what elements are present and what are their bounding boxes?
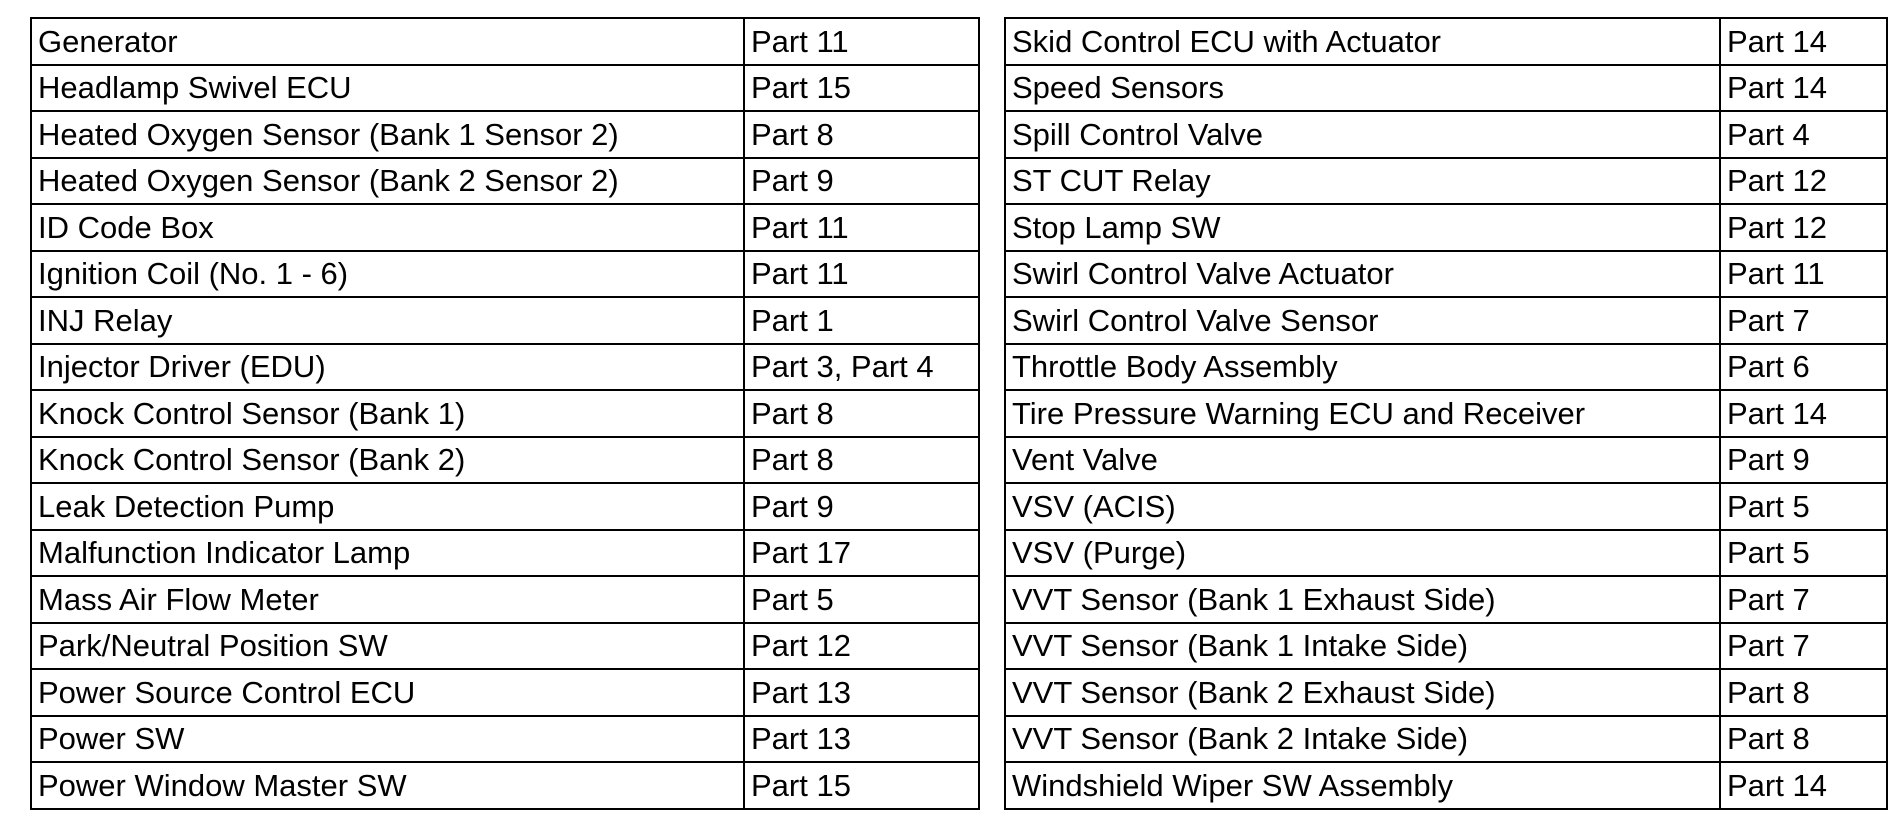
- left-part-cell: Part 12: [744, 623, 979, 670]
- table-row: [31, 251, 1887, 298]
- table-row: [31, 716, 1887, 763]
- column-gap: [979, 390, 1005, 437]
- right-part-cell: Part 14: [1720, 65, 1887, 112]
- column-gap: [979, 669, 1005, 716]
- left-component-cell: Knock Control Sensor (Bank 2): [31, 437, 744, 484]
- left-component-cell: Mass Air Flow Meter: [31, 576, 744, 623]
- column-gap: [979, 437, 1005, 484]
- right-component-cell: VVT Sensor (Bank 2 Exhaust Side): [1005, 669, 1720, 716]
- table-row: [31, 623, 1887, 670]
- left-part-cell: Part 8: [744, 111, 979, 158]
- right-part-cell: Part 7: [1720, 623, 1887, 670]
- right-part-cell: Part 7: [1720, 576, 1887, 623]
- table-body: [31, 18, 1887, 809]
- left-component-cell: Park/Neutral Position SW: [31, 623, 744, 670]
- left-component-cell: Power Source Control ECU: [31, 669, 744, 716]
- table-row: [31, 483, 1887, 530]
- table-row: [31, 762, 1887, 809]
- right-part-cell: Part 14: [1720, 390, 1887, 437]
- left-part-cell: Part 15: [744, 65, 979, 112]
- left-part-cell: Part 8: [744, 390, 979, 437]
- right-part-cell: Part 14: [1720, 18, 1887, 65]
- left-part-cell: Part 8: [744, 437, 979, 484]
- left-part-cell: Part 9: [744, 158, 979, 205]
- left-component-cell: Headlamp Swivel ECU: [31, 65, 744, 112]
- right-component-cell: VVT Sensor (Bank 2 Intake Side): [1005, 716, 1720, 763]
- table-row: [31, 204, 1887, 251]
- column-gap: [979, 204, 1005, 251]
- right-part-cell: Part 4: [1720, 111, 1887, 158]
- left-component-cell: Ignition Coil (No. 1 - 6): [31, 251, 744, 298]
- right-part-cell: Part 6: [1720, 344, 1887, 391]
- table-row: [31, 297, 1887, 344]
- right-part-cell: Part 8: [1720, 669, 1887, 716]
- right-component-cell: Windshield Wiper SW Assembly: [1005, 762, 1720, 809]
- right-component-cell: Spill Control Valve: [1005, 111, 1720, 158]
- left-part-cell: Part 9: [744, 483, 979, 530]
- column-gap: [979, 18, 1005, 65]
- column-gap: [979, 344, 1005, 391]
- column-gap: [979, 65, 1005, 112]
- right-part-cell: Part 7: [1720, 297, 1887, 344]
- column-gap: [979, 576, 1005, 623]
- left-component-cell: Heated Oxygen Sensor (Bank 2 Sensor 2): [31, 158, 744, 205]
- right-component-cell: VSV (Purge): [1005, 530, 1720, 577]
- table-row: [31, 437, 1887, 484]
- table-row: [31, 530, 1887, 577]
- column-gap: [979, 623, 1005, 670]
- right-part-cell: Part 5: [1720, 483, 1887, 530]
- right-component-cell: Stop Lamp SW: [1005, 204, 1720, 251]
- right-component-cell: Tire Pressure Warning ECU and Receiver: [1005, 390, 1720, 437]
- column-gap: [979, 483, 1005, 530]
- column-gap: [979, 530, 1005, 577]
- left-component-cell: Knock Control Sensor (Bank 1): [31, 390, 744, 437]
- left-component-cell: Injector Driver (EDU): [31, 344, 744, 391]
- left-part-cell: Part 17: [744, 530, 979, 577]
- left-part-cell: Part 13: [744, 716, 979, 763]
- left-part-cell: Part 15: [744, 762, 979, 809]
- left-part-cell: Part 11: [744, 251, 979, 298]
- right-component-cell: VVT Sensor (Bank 1 Intake Side): [1005, 623, 1720, 670]
- right-component-cell: VSV (ACIS): [1005, 483, 1720, 530]
- right-component-cell: Swirl Control Valve Sensor: [1005, 297, 1720, 344]
- table-row: [31, 669, 1887, 716]
- column-gap: [979, 111, 1005, 158]
- column-gap: [979, 251, 1005, 298]
- right-component-cell: Skid Control ECU with Actuator: [1005, 18, 1720, 65]
- right-part-cell: Part 8: [1720, 716, 1887, 763]
- left-part-cell: Part 1: [744, 297, 979, 344]
- right-component-cell: Vent Valve: [1005, 437, 1720, 484]
- column-gap: [979, 297, 1005, 344]
- left-part-cell: Part 11: [744, 204, 979, 251]
- left-part-cell: Part 5: [744, 576, 979, 623]
- left-component-cell: ID Code Box: [31, 204, 744, 251]
- right-component-cell: ST CUT Relay: [1005, 158, 1720, 205]
- column-gap: [979, 762, 1005, 809]
- left-part-cell: Part 13: [744, 669, 979, 716]
- table-row: [31, 158, 1887, 205]
- component-location-index: [30, 17, 1888, 810]
- right-part-cell: Part 12: [1720, 204, 1887, 251]
- right-component-cell: VVT Sensor (Bank 1 Exhaust Side): [1005, 576, 1720, 623]
- table-row: [31, 18, 1887, 65]
- right-part-cell: Part 12: [1720, 158, 1887, 205]
- left-component-cell: Leak Detection Pump: [31, 483, 744, 530]
- left-component-cell: Heated Oxygen Sensor (Bank 1 Sensor 2): [31, 111, 744, 158]
- column-gap: [979, 158, 1005, 205]
- right-part-cell: Part 11: [1720, 251, 1887, 298]
- table-row: [31, 344, 1887, 391]
- table-row: [31, 576, 1887, 623]
- left-part-cell: Part 11: [744, 18, 979, 65]
- left-component-cell: Power Window Master SW: [31, 762, 744, 809]
- left-component-cell: Malfunction Indicator Lamp: [31, 530, 744, 577]
- table-row: [31, 390, 1887, 437]
- left-component-cell: Generator: [31, 18, 744, 65]
- right-part-cell: Part 14: [1720, 762, 1887, 809]
- table-row: [31, 65, 1887, 112]
- right-part-cell: Part 5: [1720, 530, 1887, 577]
- left-component-cell: INJ Relay: [31, 297, 744, 344]
- right-component-cell: Speed Sensors: [1005, 65, 1720, 112]
- left-component-cell: Power SW: [31, 716, 744, 763]
- right-component-cell: Throttle Body Assembly: [1005, 344, 1720, 391]
- right-component-cell: Swirl Control Valve Actuator: [1005, 251, 1720, 298]
- component-part-table: [30, 17, 1888, 810]
- left-part-cell: Part 3, Part 4: [744, 344, 979, 391]
- table-row: [31, 111, 1887, 158]
- column-gap: [979, 716, 1005, 763]
- right-part-cell: Part 9: [1720, 437, 1887, 484]
